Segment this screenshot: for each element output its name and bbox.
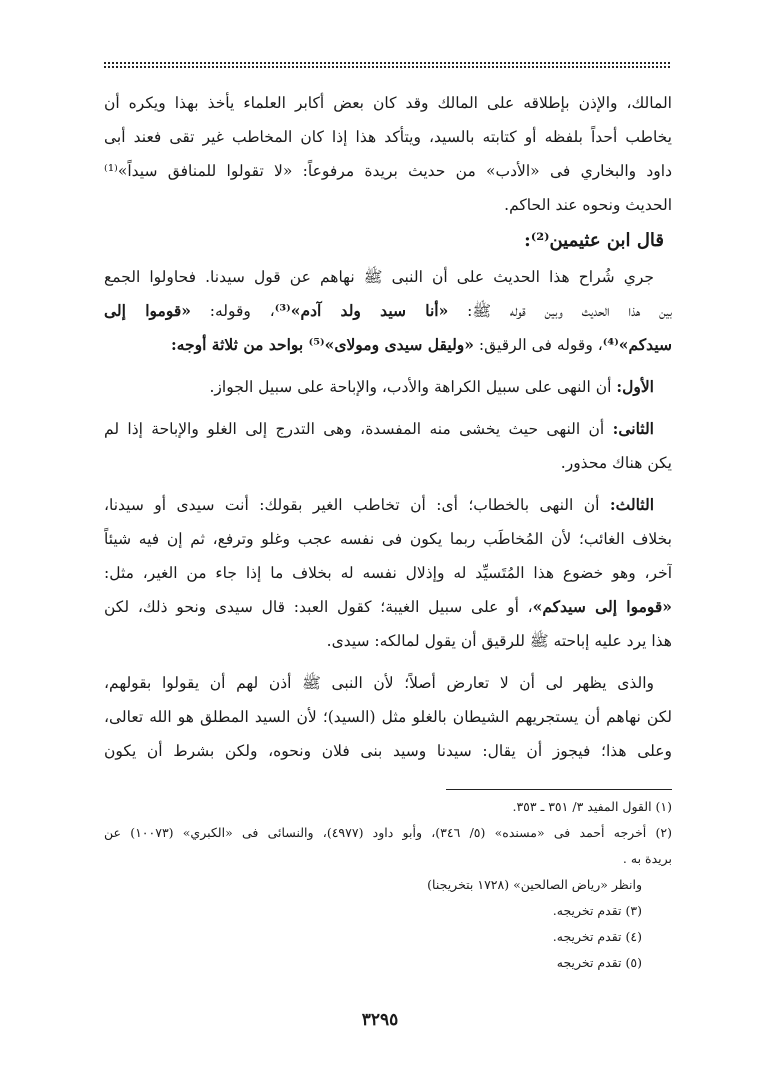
point-label: الثالث: (609, 495, 654, 514)
text-run: بين هذا الحديث وبين قوله ﷺ: (448, 302, 672, 320)
text-line: آخر، وهو خضوع هذا المُتَسيِّد له وإذلال نفسه له بخلاف ما إذا جاء من الغير، مثل: (104, 564, 672, 582)
hadith-quote: «قوموا إلى سيدكم» (532, 597, 672, 616)
main-text (104, 86, 672, 768)
page-number: ٣٢٩٥ (361, 1010, 399, 1030)
footnote: (٢) أخرجه أحمد فى «مسنده» (٥/ ٣٤٦)، وأبو داود (٤٩٧٧)، والنسائى فى «الكبري» (١٠٠٧٣) عن (104, 825, 672, 840)
section-heading: قال ابن عثيمين⁽²⁾: (524, 230, 664, 251)
hadith-quote: «وليقل سيدى ومولاى»⁽⁵⁾ بواحد من ثلاثة أوجه: (170, 335, 474, 354)
point-label: الأول: (616, 377, 654, 396)
text-run: ، أو على سبيل الغيبة؛ كقول العبد: قال سيدى ونحو ذلك، لكن (104, 598, 533, 616)
text-line: هذا يرد عليه إباحته ﷺ للرقيق أن يقول لمالكه: سيدى. (326, 632, 672, 650)
text-line (104, 328, 672, 362)
text-run: أن النهى حيث يخشى منه المفسدة، وهى التدرج إلى الغلو والإباحة إذا لم (104, 420, 613, 438)
text-run: ، وقوله فى الرقيق: (473, 336, 603, 354)
text-line: وعلى هذا؛ فيجوز أن يقال: سيدنا وسيد بنى فلان ونحوه، ولكن بشرط أن يكون (104, 742, 672, 760)
text-line (104, 590, 672, 624)
text-run: أن النهى على سبيل الكراهة والأدب، والإباحة على سبيل الجواز. (209, 378, 617, 396)
text-run: أن النهى بالخطاب؛ أى: أن تخاطب الغير بقولك: أنت سيدى أو سيدنا، (104, 496, 610, 514)
footnote: (١) القول المفيد ٣/ ٣٥١ ـ ٣٥٣. (512, 799, 672, 814)
footnote: (٣) تقدم تخريجه. (552, 903, 642, 918)
hadith-quote: «قوموا إلى (104, 301, 191, 320)
point-label: الثانى: (612, 419, 654, 438)
text-line: بخلاف الغائب؛ لأن المُخاطَب ربما يكون فى نفسه عجب وغلو وترفع، ثم إن فيه شيئاً (104, 530, 672, 548)
footnote: (٥) تقدم تخريجه (556, 955, 642, 970)
text-line: لكن نهاهم أن يستجريهم الشيطان بالغلو مثل (السيد)؛ لأن السيد المطلق هو الله تعالى، (104, 708, 672, 726)
top-dotted-rule (104, 62, 670, 64)
text-line (104, 412, 672, 446)
footnote-separator (446, 789, 672, 790)
text-line: والذى يظهر لى أن لا تعارض أصلاً؛ لأن النبى ﷺ أذن لهم أن يقولوا بقولهم، (104, 674, 654, 692)
text-line: يخاطب أحداً بلفظه أو كتابته بالسيد، ويتأكد هذا إذا كان المخاطب غير تقى فعند أبى (104, 128, 672, 146)
text-run: ، وقوله: (190, 302, 275, 320)
hadith-quote: سيدكم»⁽⁴⁾ (602, 335, 672, 354)
hadith-quote: «أنا سيد ولد آدم»⁽³⁾ (274, 301, 449, 320)
text-line: يكن هناك محذور. (560, 454, 672, 472)
footnote: وانظر «رياض الصالحين» (١٧٢٨ بتخريجنا) (427, 877, 642, 892)
text-line: الحديث ونحوه عند الحاكم. (504, 196, 672, 214)
text-line (104, 294, 672, 328)
text-line: داود والبخاري فى «الأدب» من حديث بريدة مرفوعاً: «لا تقولوا للمنافق سيداً»⁽¹⁾ (104, 162, 672, 180)
footnotes (104, 794, 672, 976)
text-line (104, 370, 672, 404)
text-line: المالك، والإذن بإطلاقه على المالك وقد كان بعض أكابر العلماء يأخذ بهذا ويكره أن (104, 94, 672, 112)
text-line: جري شُراح هذا الحديث على أن النبى ﷺ نهاهم عن قول سيدنا. فحاولوا الجمع (104, 268, 654, 286)
text-line (104, 488, 672, 522)
footnote: بريدة به . (622, 851, 672, 866)
footnote: (٤) تقدم تخريجه. (552, 929, 642, 944)
top-dotted-rule-second (104, 66, 670, 68)
